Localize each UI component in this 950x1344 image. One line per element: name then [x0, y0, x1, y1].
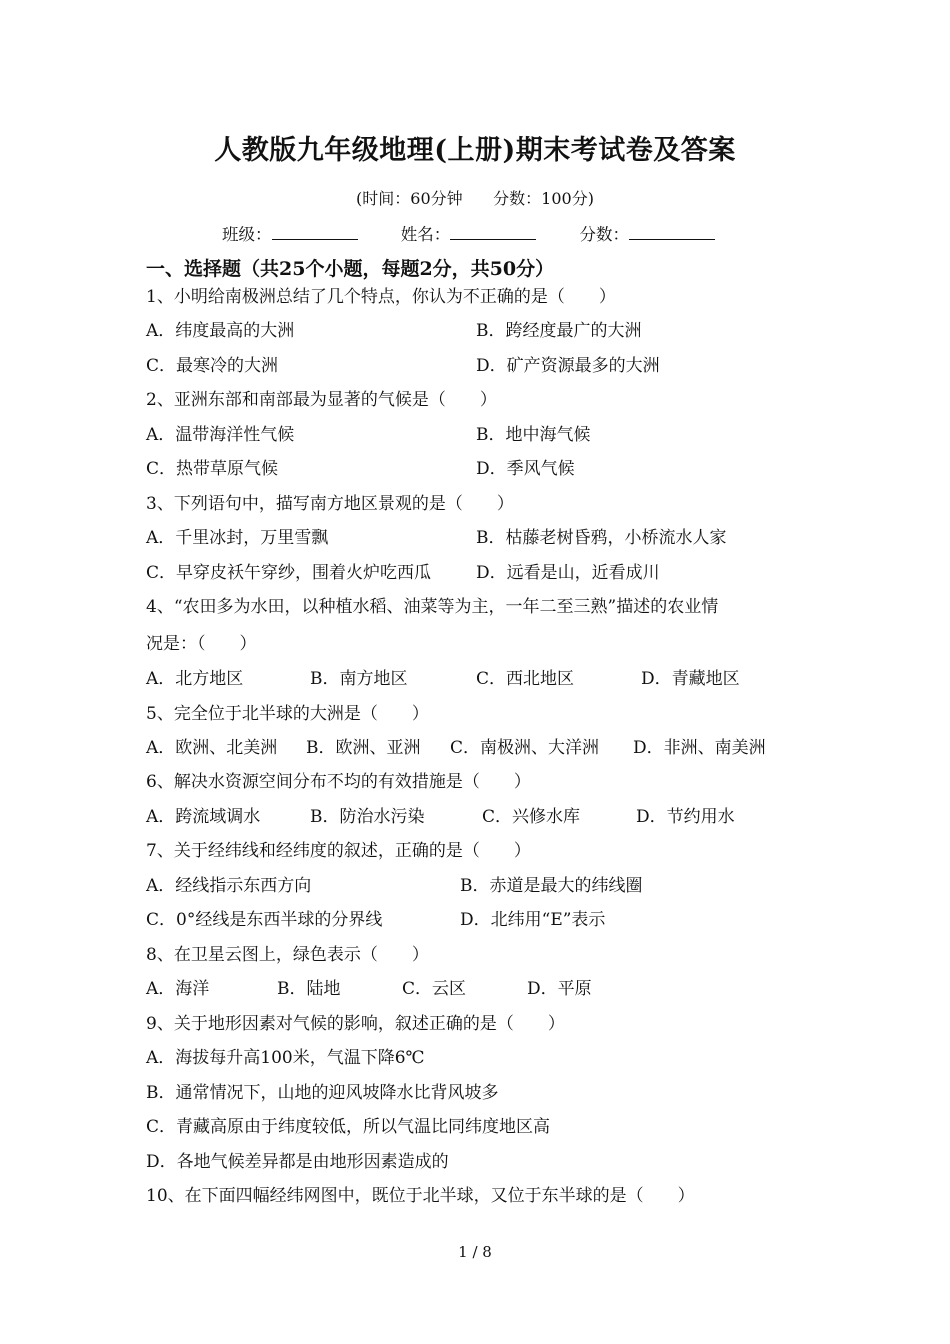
- q4-option-b: B．南方地区: [310, 669, 408, 689]
- q2-option-d: D．季风气候: [476, 459, 575, 479]
- q5-option-d: D．非洲、南美洲: [633, 738, 766, 758]
- q7-option-b: B．赤道是最大的纬线圈: [460, 876, 643, 896]
- class-label: 班级：: [222, 225, 272, 244]
- question-6: 6、解决水资源空间分布不均的有效措施是（ ）: [146, 772, 531, 792]
- q2-option-b: B．地中海气候: [476, 425, 591, 445]
- q8-option-a: A．海洋: [146, 979, 210, 999]
- q3-option-b: B．枯藤老树昏鸦，小桥流水人家: [476, 528, 727, 548]
- q9-option-b: B．通常情况下，山地的迎风坡降水比背风坡多: [146, 1083, 499, 1103]
- student-fields: [222, 221, 753, 245]
- q6-option-c: C．兴修水库: [482, 807, 581, 827]
- exam-title: 人教版九年级地理(上册)期末考试卷及答案: [214, 135, 736, 166]
- question-8: 8、在卫星云图上，绿色表示（ ）: [146, 945, 429, 965]
- q7-option-a: A．经线指示东西方向: [146, 876, 312, 896]
- q4-option-a: A．北方地区: [146, 669, 244, 689]
- q7-option-d: D．北纬用“E”表示: [460, 910, 606, 930]
- q5-option-a: A．欧洲、北美洲: [146, 738, 278, 758]
- question-10: 10、在下面四幅经纬网图中，既位于北半球，又位于东半球的是（ ）: [146, 1186, 695, 1206]
- q6-option-d: D．节约用水: [636, 807, 735, 827]
- q2-option-c: C．热带草原气候: [146, 459, 279, 479]
- section-heading: 一、选择题（共25个小题，每题2分，共50分）: [146, 258, 555, 280]
- q9-option-c: C．青藏高原由于纬度较低，所以气温比同纬度地区高: [146, 1117, 551, 1137]
- q1-option-a: A．纬度最高的大洲: [146, 321, 295, 341]
- class-blank: [272, 223, 358, 240]
- q1-option-b: B．跨经度最广的大洲: [476, 321, 642, 341]
- q1-option-c: C．最寒冷的大洲: [146, 356, 279, 376]
- q8-option-b: B．陆地: [277, 979, 341, 999]
- name-label: 姓名：: [400, 225, 451, 244]
- q2-option-a: A．温带海洋性气候: [146, 425, 295, 445]
- q6-option-b: B．防治水污染: [310, 807, 425, 827]
- exam-meta: (时间：60分钟 分数：100分): [356, 189, 594, 208]
- q4-option-c: C．西北地区: [476, 669, 575, 689]
- question-7: 7、关于经纬线和经纬度的叙述，正确的是（ ）: [146, 841, 531, 861]
- q1-option-d: D．矿产资源最多的大洲: [476, 356, 660, 376]
- score-label: 分数：: [579, 225, 629, 244]
- q9-option-d: D．各地气候差异都是由地形因素造成的: [146, 1152, 449, 1172]
- score-blank: [629, 223, 715, 240]
- question-4-cont: 况是：（ ）: [146, 634, 257, 654]
- q6-option-a: A．跨流域调水: [146, 807, 261, 827]
- question-9: 9、关于地形因素对气候的影响，叙述正确的是（ ）: [146, 1014, 565, 1034]
- question-2: 2、亚洲东部和南部最为显著的气候是（ ）: [146, 390, 497, 410]
- q3-option-a: A．千里冰封，万里雪飘: [146, 528, 329, 548]
- q9-option-a: A．海拔每升高100米，气温下降6℃: [146, 1048, 425, 1068]
- name-blank: [450, 223, 536, 240]
- q4-option-d: D．青藏地区: [641, 669, 740, 689]
- q3-option-d: D．远看是山，近看成川: [476, 563, 660, 583]
- q5-option-b: B．欧洲、亚洲: [306, 738, 421, 758]
- q8-option-c: C．云区: [402, 979, 467, 999]
- question-5: 5、完全位于北半球的大洲是（ ）: [146, 704, 429, 724]
- q7-option-c: C．0°经线是东西半球的分界线: [146, 910, 383, 930]
- question-3: 3、下列语句中，描写南方地区景观的是（ ）: [146, 494, 514, 514]
- q8-option-d: D．平原: [527, 979, 592, 999]
- q3-option-c: C．早穿皮袄午穿纱，围着火炉吃西瓜: [146, 563, 432, 583]
- page-number: 1 / 8: [458, 1243, 492, 1261]
- question-4: 4、“农田多为水田，以种植水稻、油菜等为主，一年二至三熟”描述的农业情: [146, 597, 719, 617]
- question-1: 1、小明给南极洲总结了几个特点，你认为不正确的是（ ）: [146, 287, 616, 307]
- q5-option-c: C．南极洲、大洋洲: [450, 738, 600, 758]
